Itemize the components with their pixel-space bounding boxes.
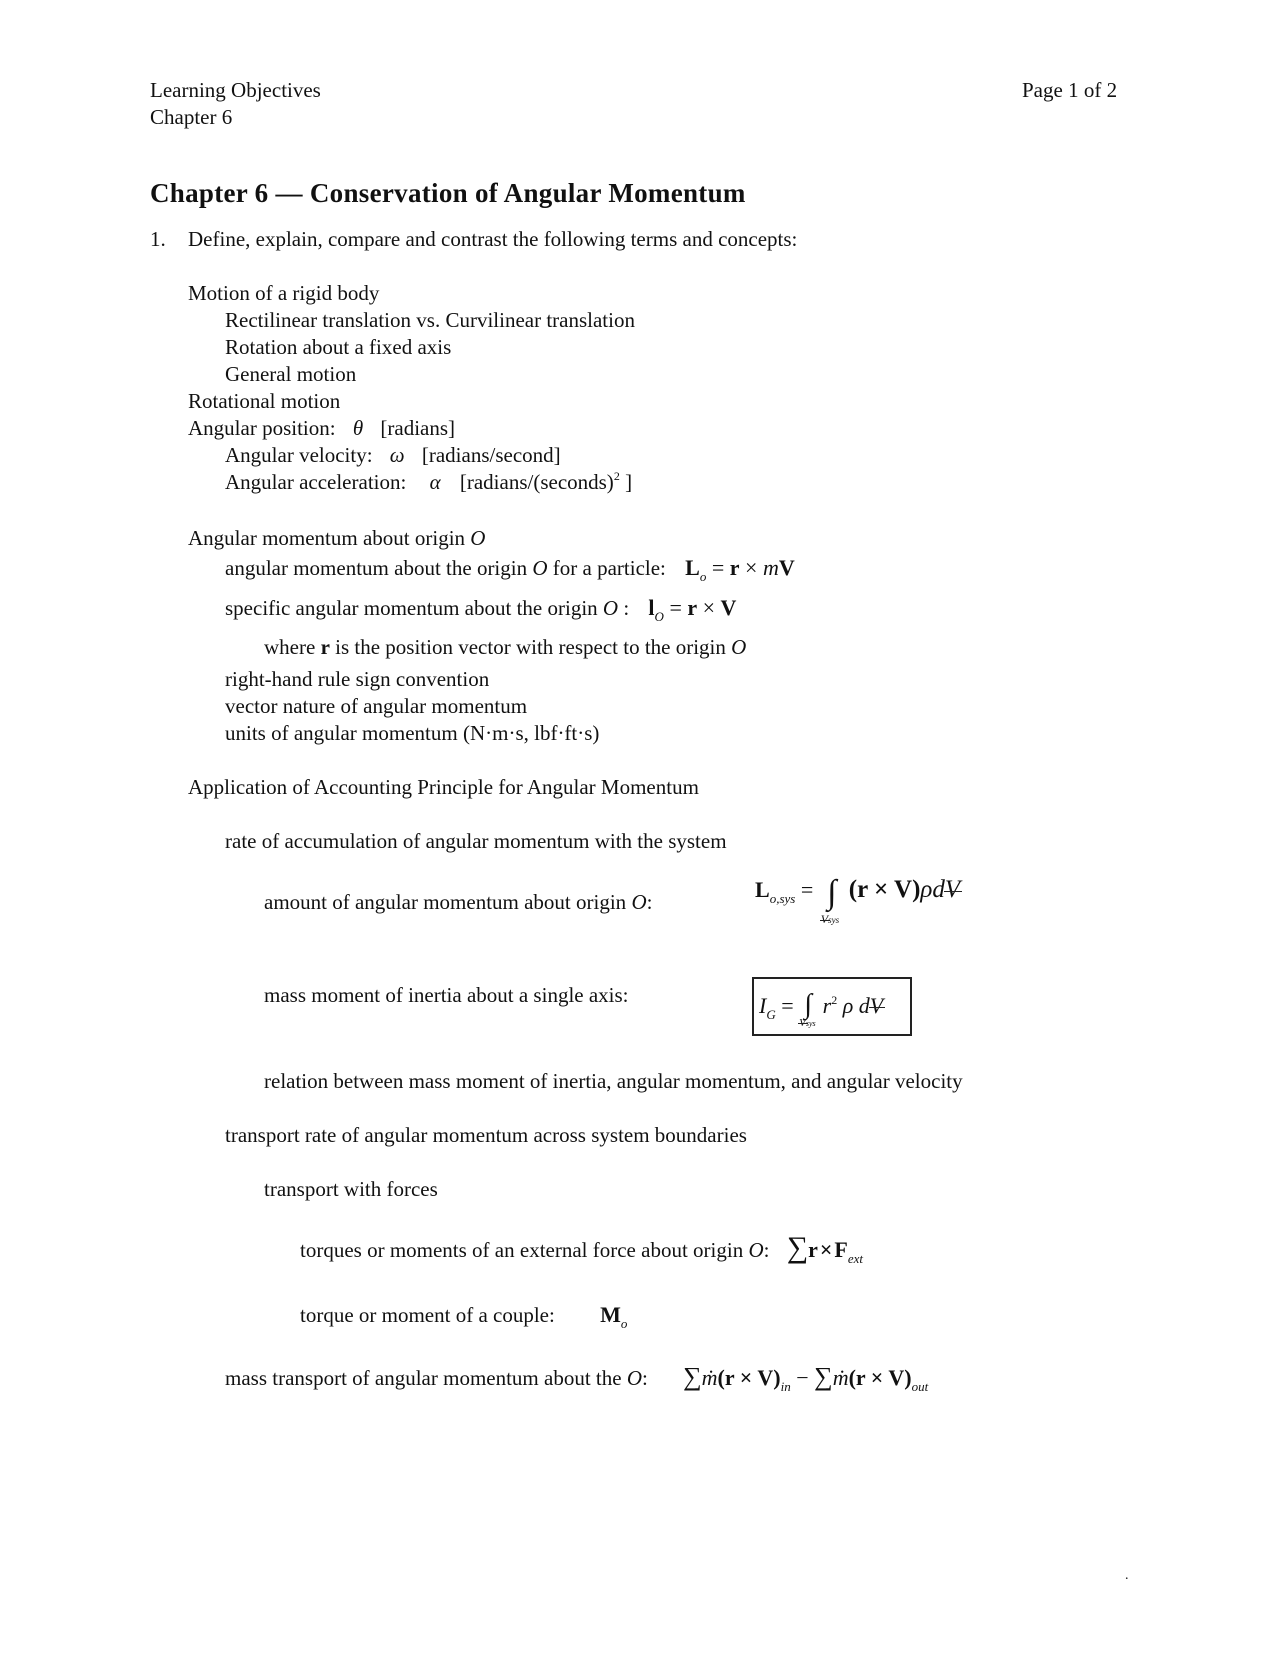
- inertia-relation: relation between mass moment of inertia, angular momentum, and angular velocity: [264, 1069, 963, 1093]
- list-number: 1.: [150, 227, 166, 251]
- particle-momentum-equation: $L_o = r$ × mV: [685, 555, 795, 584]
- page-number: Page 1 of 2: [1022, 78, 1118, 102]
- angular-position-label: Angular position:: [188, 416, 336, 440]
- list-item: Rotation about a fixed axis: [225, 335, 452, 359]
- list-item: vector nature of angular momentum: [225, 694, 528, 718]
- header-chapter: Chapter 6: [150, 105, 233, 129]
- accounting-heading: Application of Accounting Principle for Angular Momentum: [188, 775, 699, 799]
- page-title: Chapter 6 — Conservation of Angular Momentum: [150, 178, 746, 208]
- inertia-equation: $I_G$ = ∫ Vsys $r^2$ ρ dV: [759, 989, 884, 1029]
- couple-equation: $M_o$: [600, 1302, 628, 1331]
- alpha-symbol: α: [429, 470, 441, 494]
- inertia-equation-box: [752, 977, 912, 1036]
- specific-momentum-row: specific angular momentum about the origin O : $l_O = r \times V$: [225, 595, 737, 624]
- system-momentum-equation: $L_{o,sys}$ = ∫ Vsys (r × V)ρdV: [755, 874, 961, 926]
- theta-symbol: θ: [352, 416, 364, 440]
- mass-transport-row: mass transport of angular momentum about the O: ∑ṁ(r × $V)_{in}$ − ∑ṁ(r × $V)_{out}$: [225, 1362, 929, 1394]
- angular-momentum-heading: Angular momentum about origin O: [188, 526, 486, 550]
- angular-acceleration-label: Angular acceleration:: [225, 470, 407, 494]
- item-instruction: Define, explain, compare and contrast the following terms and concepts:: [188, 227, 798, 251]
- specific-momentum-equation: $l_O = r \times V$: [648, 595, 737, 624]
- list-item: units of angular momentum (N·m·s, lbf·ft·s): [225, 721, 600, 745]
- mass-transport-equation: ∑ṁ(r × $V)_{in}$ − ∑ṁ(r × $V)_{out}$: [683, 1362, 929, 1394]
- list-item: Rectilinear translation vs. Curvilinear translation: [225, 308, 635, 332]
- motion-heading: Motion of a rigid body: [188, 281, 380, 305]
- integral-sign: ∫: [804, 989, 812, 1020]
- transport-rate: transport rate of angular momentum across system boundaries: [225, 1123, 747, 1147]
- footer-mark: .: [1125, 1568, 1129, 1583]
- position-vector-note: where r is the position vector with respect to the origin O: [264, 635, 747, 659]
- header-doc-type: Learning Objectives: [150, 78, 321, 102]
- inertia-label: mass moment of inertia about a single axis:: [264, 983, 629, 1007]
- integral-sign: ∫: [827, 874, 837, 911]
- couple-row: torque or moment of a couple: $M_o$: [300, 1302, 628, 1331]
- transport-forces: transport with forces: [264, 1177, 438, 1201]
- angular-velocity-label: Angular velocity:: [225, 443, 373, 467]
- particle-momentum-row: angular momentum about the origin O for a particle: $L_o = r$ × mV: [225, 555, 795, 584]
- torque-equation: $\sum r\times F_{ext}$: [786, 1231, 864, 1266]
- torque-row: torques or moments of an external force about origin O: $\sum r\times F_{ext}$: [300, 1231, 864, 1266]
- omega-symbol: ω: [389, 443, 405, 467]
- angular-acceleration-unit: [radians/(seconds)$^2$ ]: [459, 469, 633, 494]
- list-item: right-hand rule sign convention: [225, 667, 490, 691]
- rate-accumulation: rate of accumulation of angular momentum with the system: [225, 829, 727, 853]
- amount-momentum-label: amount of angular momentum about origin O:: [264, 890, 653, 914]
- rotational-heading: Rotational motion: [188, 389, 341, 413]
- angular-velocity-row: [225, 442, 561, 468]
- angular-position-row: [188, 415, 455, 441]
- angular-velocity-unit: [radians/second]: [421, 443, 561, 467]
- integral-limit: Vsys: [820, 912, 840, 926]
- list-item: General motion: [225, 362, 357, 386]
- angular-acceleration-row: [225, 469, 632, 498]
- angular-position-unit: [radians]: [380, 416, 456, 440]
- integral-limit: Vsys: [799, 1017, 816, 1029]
